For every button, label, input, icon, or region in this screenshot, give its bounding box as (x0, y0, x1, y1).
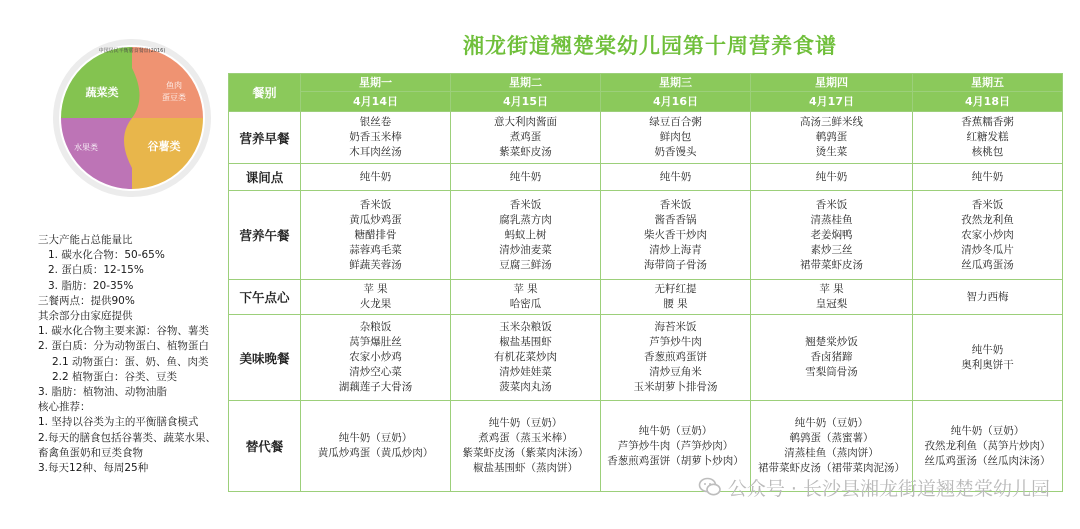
menu-cell (301, 401, 451, 492)
dish-item: 香米饭 (359, 198, 392, 211)
dish-item: 纯牛奶 (815, 170, 848, 183)
dish-item: 老姜焖鸭 (810, 228, 853, 241)
dish-item: 哈密瓜 (509, 298, 542, 310)
dish-item: 孜然龙利鱼 (961, 213, 1014, 226)
menu-cell (913, 315, 1063, 401)
day-header: 星期三 (601, 74, 751, 92)
dish-item: 纯牛奶 (971, 170, 1004, 183)
dish-item: 素炒三丝 (810, 243, 853, 256)
dish-item: 豆腐三鲜汤 (499, 258, 552, 271)
day-header: 星期四 (751, 74, 913, 92)
date-header: 4月14日 (301, 92, 451, 112)
dish-item: 湖藕莲子大骨汤 (338, 381, 413, 393)
meal-label: 美味晚餐 (229, 315, 301, 401)
dish-item: 黄瓜炒鸡蛋（黄瓜炒肉） (317, 447, 434, 459)
dish-item: 翘楚棠炒饭 (805, 336, 858, 348)
plate-grain-label: 谷薯类 (147, 140, 181, 153)
menu-cell (301, 315, 451, 401)
dish-item: 皇冠梨 (815, 298, 848, 310)
menu-cell (451, 112, 601, 164)
day-header: 星期一 (301, 74, 451, 92)
dish-item: 纯牛奶（豆奶） (488, 417, 563, 429)
menu-cell (601, 191, 751, 280)
note-line: 3. 脂肪：20-35% (48, 279, 134, 292)
dish-item: 蒜蓉鸡毛菜 (349, 243, 402, 256)
note-line: 三餐两点：提供90% (38, 294, 135, 307)
menu-cell (601, 315, 751, 401)
menu-cell (913, 112, 1063, 164)
note-line: 2.每天的膳食包括谷薯类、蔬菜水果、 (38, 431, 217, 444)
date-header: 4月15日 (451, 92, 601, 112)
date-header: 4月18日 (913, 92, 1063, 112)
dish-item: 鲜蔬芙蓉汤 (349, 258, 402, 271)
dish-item: 清蒸桂鱼（蒸肉饼） (784, 447, 879, 459)
menu-cell (451, 280, 601, 315)
day-header: 星期二 (451, 74, 601, 92)
date-header: 4月16日 (601, 92, 751, 112)
dish-item: 苹 果 (819, 283, 844, 295)
dish-item: 孜然龙利鱼（莴笋片炒肉） (924, 439, 1051, 452)
dish-item: 酱香香锅 (654, 213, 697, 226)
meal-row (229, 191, 1063, 280)
note-line: 畜禽鱼蛋奶和豆类食物 (38, 446, 143, 459)
meal-row (229, 315, 1063, 401)
dish-item: 煮鸡蛋（蒸玉米棒） (478, 432, 573, 444)
note-line: 1. 坚持以谷类为主的平衡膳食模式 (38, 416, 199, 429)
meal-label: 营养午餐 (229, 191, 301, 280)
meal-label: 课间点 (229, 164, 301, 191)
dish-item: 椒盐基围虾（蒸肉饼） (473, 462, 578, 474)
wechat-icon (698, 475, 722, 499)
dish-item: 纯牛奶 (659, 170, 692, 183)
dish-item: 高汤三鲜米线 (800, 116, 863, 128)
dish-item: 清炒油麦菜 (499, 243, 552, 256)
dish-item: 清炒娃娃菜 (499, 366, 552, 378)
note-heading: 核心推荐： (38, 401, 91, 414)
note-line: 2. 蛋白质：分为动物蛋白、植物蛋白 (38, 340, 209, 353)
menu-cell (451, 401, 601, 492)
dish-item: 香葱煎鸡蛋饼 (644, 351, 707, 363)
menu-cell (451, 164, 601, 191)
menu-cell (451, 315, 601, 401)
dish-item: 玉米胡萝卜排骨汤 (633, 381, 718, 393)
dish-item: 烫生菜 (815, 146, 848, 158)
menu-cell (751, 315, 913, 401)
menu-cell (301, 191, 451, 280)
dish-item: 柴火香干炒肉 (644, 228, 707, 241)
plate-meat-label-2: 蛋豆类 (162, 93, 186, 102)
dish-item: 香米饭 (971, 198, 1004, 211)
dish-item: 雪梨筒骨汤 (805, 366, 858, 378)
menu-cell (751, 164, 913, 191)
watermark-text: 公众号 · 长沙县湘龙街道翘楚棠幼儿园 (727, 477, 1050, 500)
dish-item: 核桃包 (971, 146, 1004, 158)
plate-header: 中国居民平衡膳食餐盘(2016) (98, 48, 166, 54)
menu-cell (301, 280, 451, 315)
dish-item: 纯牛奶（豆奶） (338, 432, 413, 444)
dish-item: 菠菜肉丸汤 (499, 381, 552, 393)
menu-cell (451, 191, 601, 280)
dish-item: 莴笋爆肚丝 (349, 336, 402, 348)
diet-plate-graphic (52, 38, 212, 198)
dish-item: 清炒冬瓜片 (961, 243, 1014, 256)
dish-item: 香米饭 (659, 198, 692, 211)
dish-item: 海带筒子骨汤 (644, 258, 707, 271)
dish-item: 煮鸡蛋 (509, 131, 542, 143)
dish-item: 鹌鹑蛋 (815, 131, 848, 143)
dish-item: 纯牛奶（豆奶） (638, 424, 713, 437)
note-line: 3.每天12种、每周25种 (38, 462, 149, 475)
note-line: 1. 碳水化合物主要来源：谷物、薯类 (38, 325, 209, 338)
dish-item: 红糖发糕 (966, 131, 1009, 143)
dish-item: 芦笋炒牛肉 (649, 336, 702, 348)
dish-item: 苹 果 (363, 283, 388, 295)
dish-item: 清炒豆角米 (649, 366, 702, 378)
dish-item: 玉米杂粮饭 (499, 321, 552, 333)
meal-row (229, 164, 1063, 191)
dish-item: 奥利奥饼干 (961, 358, 1014, 371)
weekly-menu-table (228, 73, 1063, 492)
dish-item: 紫菜虾皮汤 (499, 146, 552, 158)
note-line: 1. 碳水化合物：50-65% (48, 249, 165, 262)
dish-item: 纯牛奶 (971, 343, 1004, 356)
dish-item: 奶香馒头 (654, 146, 697, 158)
dish-item: 腐乳蒸方肉 (499, 213, 552, 226)
note-heading: 三大产能占总能量比 (38, 234, 133, 246)
meal-row (229, 112, 1063, 164)
plate-meat-label-1: 鱼肉 (166, 81, 182, 90)
balanced-diet-plate (52, 38, 212, 198)
note-line: 2.2 植物蛋白：谷类、豆类 (52, 370, 178, 383)
day-header: 星期五 (913, 74, 1063, 92)
plate-vegetables-label: 蔬菜类 (85, 86, 119, 99)
dish-item: 蚂蚁上树 (504, 228, 547, 241)
dish-item: 紫菜虾皮汤（紫菜肉沫汤） (462, 447, 589, 459)
dish-item: 农家小炒鸡 (349, 351, 402, 363)
dish-item: 鲜肉包 (659, 131, 692, 143)
dish-item: 清炒上海青 (649, 243, 702, 256)
nutrition-notes (38, 233, 238, 476)
page-title: 湘龙街道翘楚棠幼儿园第十周营养食谱 (463, 34, 837, 58)
dish-item: 椒盐基围虾 (499, 336, 552, 348)
menu-cell (601, 164, 751, 191)
dish-item: 裙带菜虾皮汤 (800, 258, 863, 271)
dish-item: 清炒空心菜 (349, 366, 402, 378)
dish-item: 腰 果 (663, 298, 688, 310)
menu-cell (913, 191, 1063, 280)
dish-item: 杂粮饭 (359, 321, 392, 333)
menu-cell (913, 164, 1063, 191)
dish-item: 纯牛奶 (509, 170, 542, 183)
note-line: 2. 蛋白质：12-15% (48, 264, 144, 277)
menu-cell (601, 112, 751, 164)
dish-item: 海苔米饭 (654, 321, 697, 333)
date-header: 4月17日 (751, 92, 913, 112)
dish-item: 香米饭 (509, 198, 542, 211)
dish-item: 香蕉糯香粥 (961, 116, 1014, 128)
dish-item: 芦笋炒牛肉（芦笋炒肉） (617, 439, 734, 452)
dish-item: 纯牛奶 (359, 170, 392, 183)
dish-item: 奶香玉米棒 (349, 131, 402, 143)
meal-label: 营养早餐 (229, 112, 301, 164)
menu-cell (301, 112, 451, 164)
dish-item: 丝瓜鸡蛋汤 (961, 258, 1014, 271)
meal-row (229, 280, 1063, 315)
dish-item: 纯牛奶（豆奶） (950, 424, 1025, 437)
watermark (698, 474, 1050, 500)
dish-item: 银丝卷 (359, 116, 392, 128)
meal-label: 下午点心 (229, 280, 301, 315)
note-line: 其余部分由家庭提供 (38, 310, 133, 323)
dish-item: 苹 果 (513, 283, 538, 295)
dish-item: 意大利肉酱面 (494, 116, 557, 128)
dish-item: 丝瓜鸡蛋汤（丝瓜肉沫汤） (924, 454, 1051, 467)
dish-item: 绿豆百合粥 (649, 116, 702, 128)
menu-cell (751, 280, 913, 315)
note-line: 2.1 动物蛋白：蛋、奶、鱼、肉类 (52, 355, 209, 368)
dish-item: 农家小炒肉 (961, 228, 1014, 241)
dish-item: 无籽红提 (654, 283, 697, 295)
meal-label: 替代餐 (229, 401, 301, 492)
dish-item: 糖醋排骨 (354, 228, 397, 241)
dish-item: 香卤猪蹄 (810, 351, 853, 363)
note-line: 3. 脂肪：植物油、动物油脂 (38, 386, 167, 399)
menu-cell (913, 280, 1063, 315)
dish-item: 鹌鹑蛋（蒸蜜薯） (789, 432, 874, 444)
dish-item: 智力西梅 (966, 290, 1009, 303)
menu-cell (751, 191, 913, 280)
dish-item: 有机花菜炒肉 (494, 351, 557, 363)
dish-item: 香米饭 (815, 198, 848, 211)
dish-item: 黄瓜炒鸡蛋 (349, 213, 402, 226)
meal-column-header: 餐别 (229, 74, 301, 112)
dish-item: 火龙果 (359, 298, 392, 310)
dish-item: 清蒸桂鱼 (810, 213, 853, 226)
plate-fruit-label: 水果类 (74, 143, 98, 152)
menu-cell (601, 280, 751, 315)
menu-cell (301, 164, 451, 191)
dish-item: 香葱煎鸡蛋饼（胡萝卜炒肉） (607, 454, 744, 467)
dish-item: 木耳肉丝汤 (349, 146, 402, 158)
menu-cell (751, 112, 913, 164)
dish-item: 纯牛奶（豆奶） (794, 417, 869, 429)
dish-item: 裙带菜虾皮汤（裙带菜肉泥汤） (758, 462, 905, 474)
